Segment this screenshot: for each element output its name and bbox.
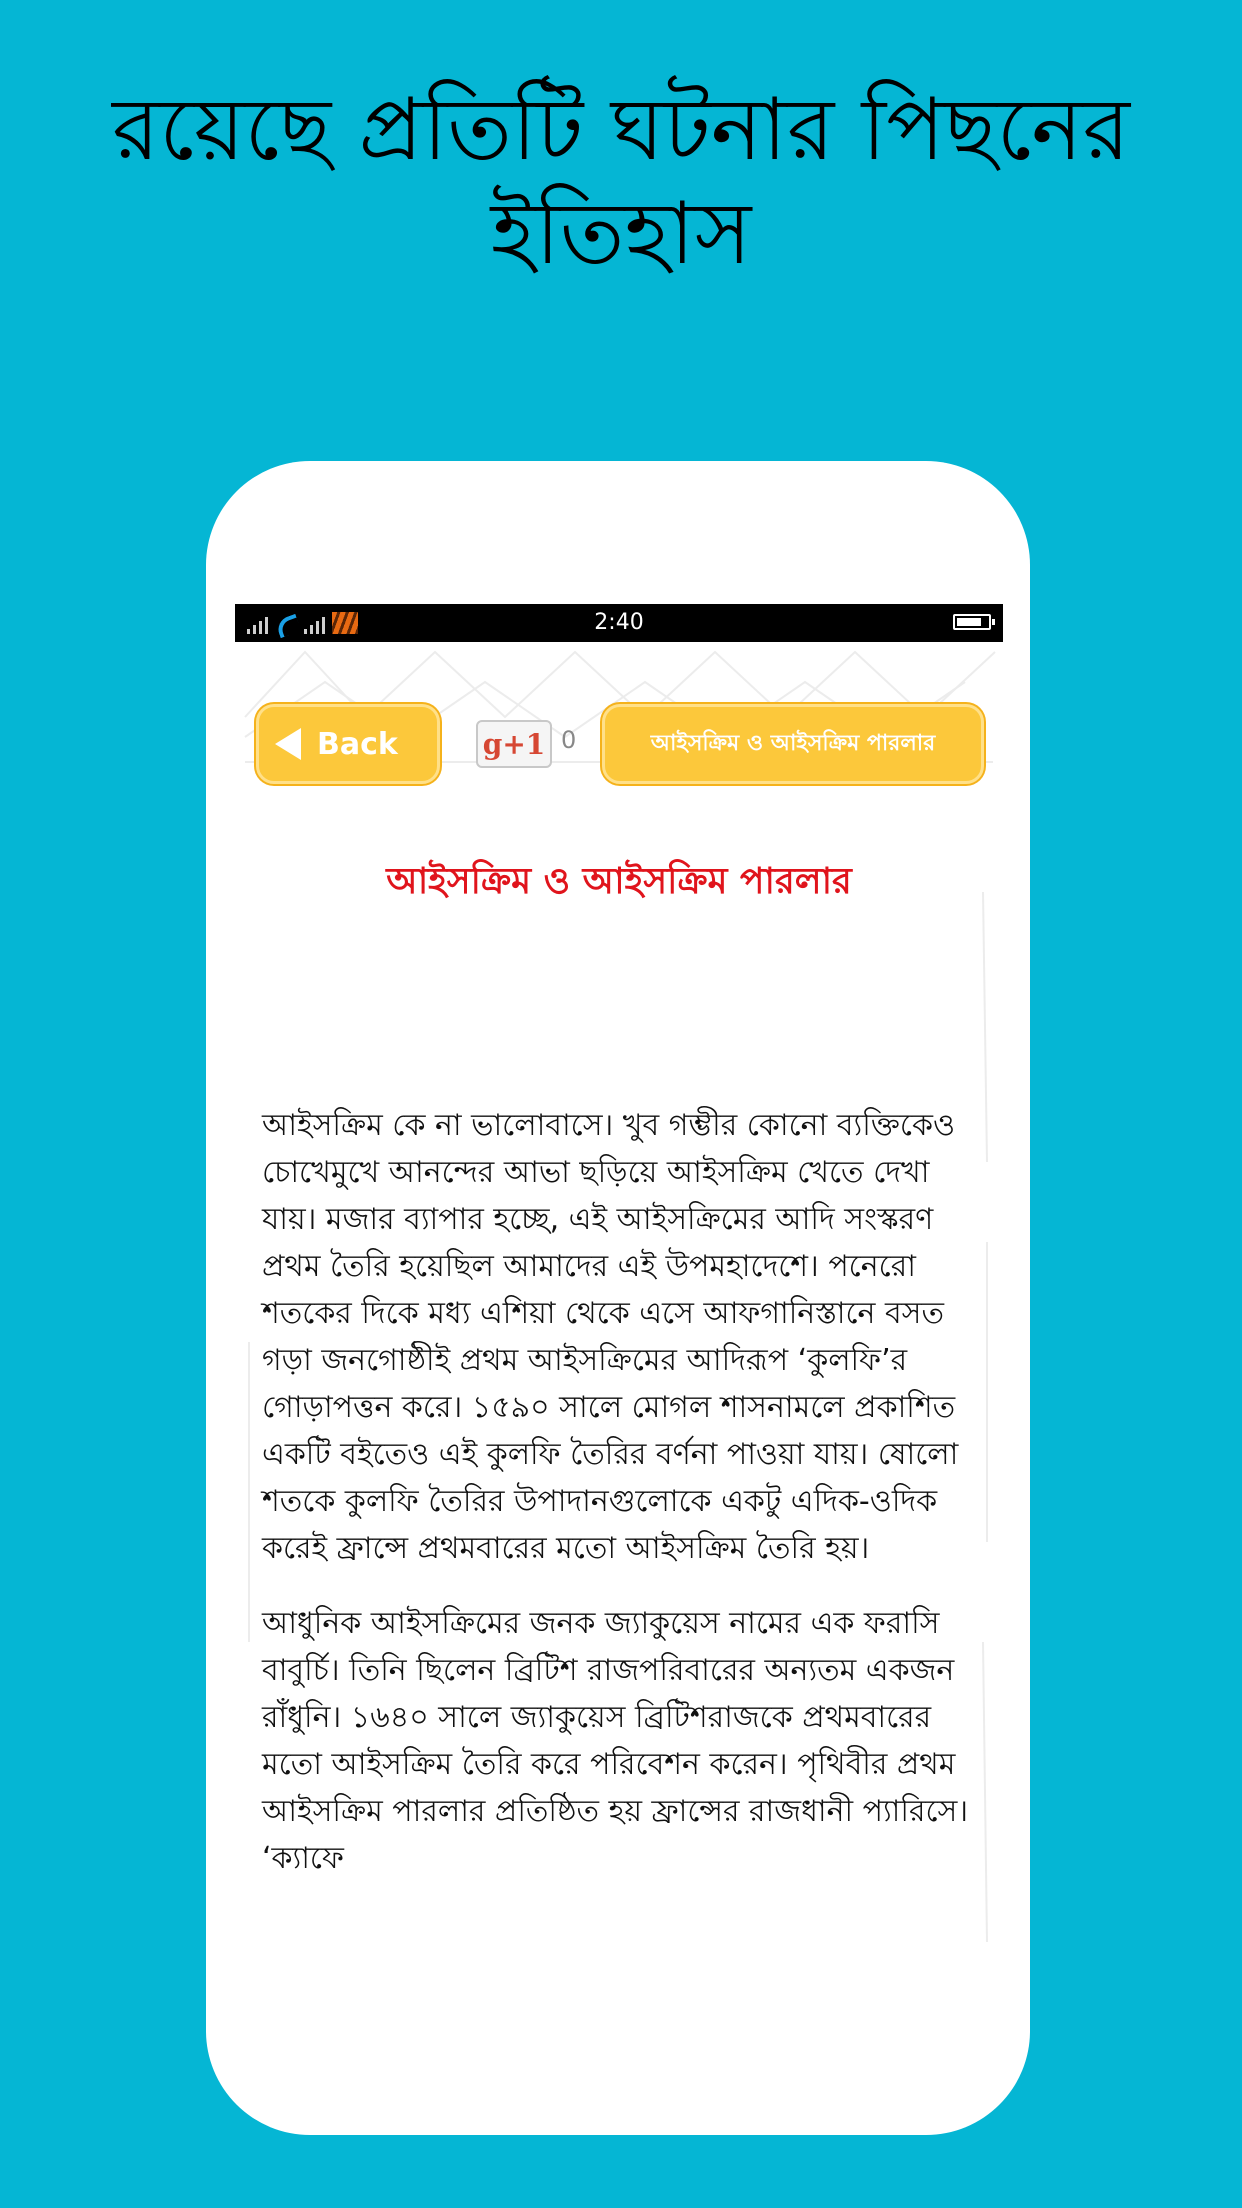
- article-paragraph: আধুনিক আইসক্রিমের জনক জ্যাকুয়েস নামের এক ফরাসি বাবুর্চি। তিনি ছিলেন ব্রিটিশ রাজপরিবারের অন্যতম একজন রাঁধুনি। ১৬৪০ সালে জ্যাকুয়েস ব্রিটিশরাজকে প্রথমবারের মতো আইসক্রিম তৈরি করে পরিবেশন করেন। পৃথিবীর প্রথম আইসক্রিম পারলার প্রতিষ্ঠিত হয় ফ্রান্সের রাজধানী প্যারিসে। ‘ক্যাফে: [262, 1606, 969, 1876]
- promo-headline: রয়েছে প্রতিটি ঘটনার পিছনের ইতিহাস: [112, 80, 1130, 284]
- status-bar: [235, 604, 1003, 642]
- article-body: [262, 1102, 984, 1910]
- back-arrow-icon: [275, 728, 301, 760]
- google-plus-button[interactable]: g+1: [476, 720, 552, 768]
- google-plus-count: 0: [561, 726, 577, 754]
- phone-screen: [235, 604, 1003, 1972]
- app-content: [235, 642, 1003, 1972]
- article-title-button[interactable]: আইসক্রিম ও আইসক্রিম পারলার: [602, 704, 984, 784]
- battery-icon: [953, 614, 991, 630]
- back-button-label: Back: [317, 726, 398, 762]
- status-time: 2:40: [594, 610, 644, 635]
- article-paragraph: আইসক্রিম কে না ভালোবাসে। খুব গম্ভীর কোনো ব্যক্তিকেও চোখেমুখে আনন্দের আভা ছড়িয়ে আইসক্রিম খেতে দেখা যায়। মজার ব্যাপার হচ্ছে, এই আইসক্রিমের আদি সংস্করণ প্রথম তৈরি হয়েছিল আমাদের এই উপমহাদেশে। পনেরো শতকের দিকে মধ্য এশিয়া থেকে এসে আফগানিস্তানে বসত গড়া জনগোষ্ঠীই প্রথম আইসক্রিমের আদিরূপ ‘কুলফি’র গোড়াপত্তন করে। ১৫৯০ সালে মোগল শাসনামলে প্রকাশিত একটি বইতেও এই কুলফি তৈরির বর্ণনা পাওয়া যায়। ষোলো শতকে কুলফি তৈরির উপাদানগুলোকে একটু এদিক-ওদিক করেই ফ্রান্সে প্রথমবারের মতো আইসক্রিম তৈরি হয়।: [262, 1108, 959, 1566]
- article-title: আইসক্রিম ও আইসক্রিম পারলার: [386, 861, 852, 902]
- back-button[interactable]: [256, 704, 440, 784]
